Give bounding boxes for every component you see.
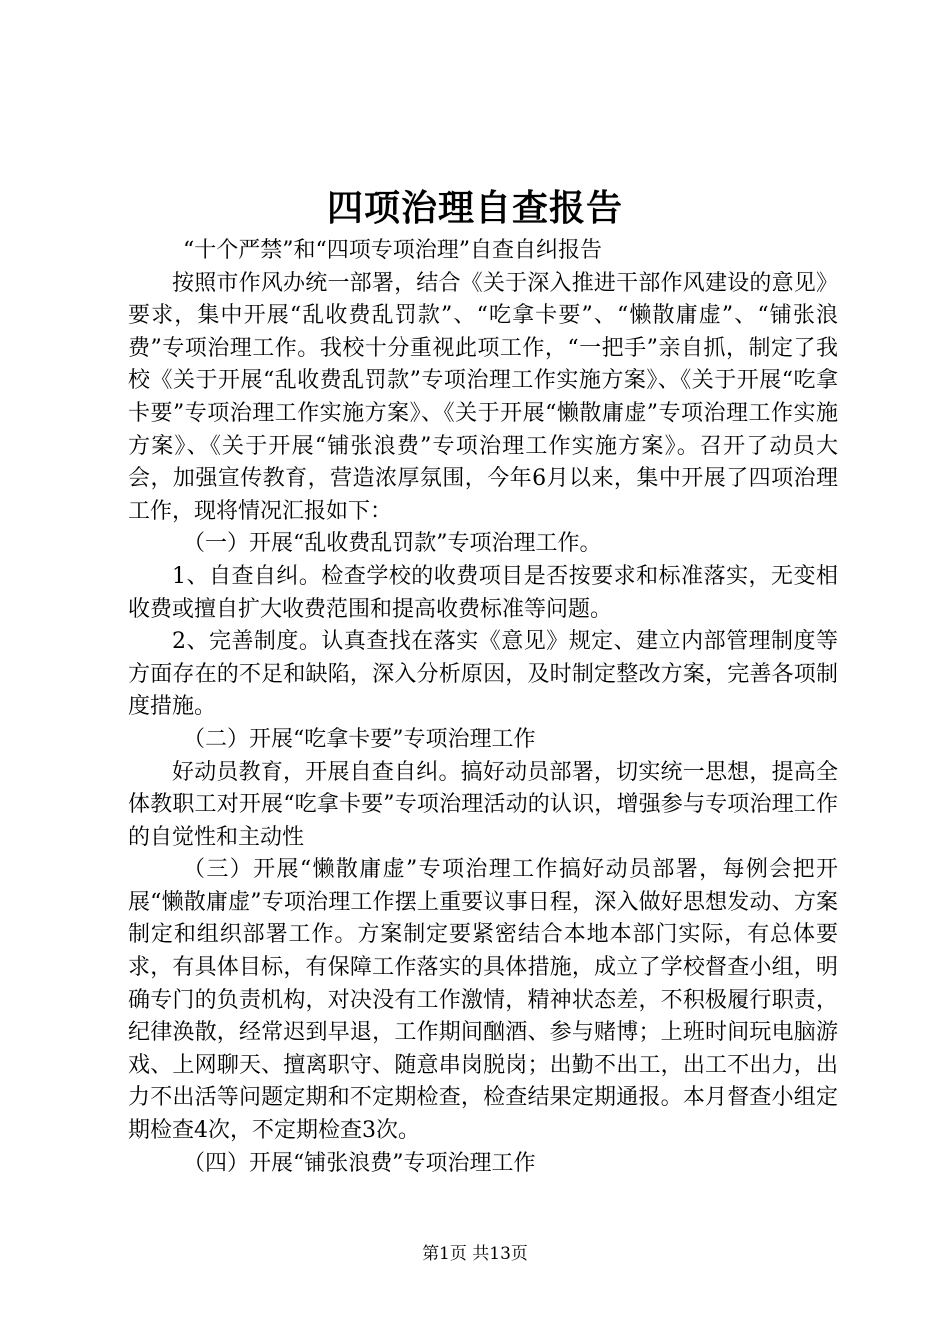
section-1-item-2: 2、完善制度。认真查找在落实《意见》规定、建立内部管理制度等方面存在的不足和缺陷，深入分析原因，及时制定整改方案，完善各项制度措施。 xyxy=(128,629,838,720)
section-2-paragraph: 好动员教育，开展自查自纠。搞好动员部署，切实统一思想，提高全体教职工对开展“吃拿卡要”专项治理活动的认识，增强参与专项治理工作的自觉性和主动性 xyxy=(128,759,838,850)
section-1-item-1: 1、自查自纠。检查学校的收费项目是否按要求和标准落实，无变相收费或擅自扩大收费范围和提高收费标准等问题。 xyxy=(128,563,838,622)
intro-paragraph: 按照市作风办统一部署，结合《关于深入推进干部作风建设的意见》要求，集中开展“乱收费乱罚款”、“吃拿卡要”、“懒散庸虚”、“铺张浪费”专项治理工作。我校十分重视此项工作，“一把手”亲自抓，制定了我校《关于开展“乱收费乱罚款”专项治理工作实施方案》、《关于开展“吃拿卡要”专项治理工作实施方案》、《关于开展“懒散庸虚”专项治理工作实施方案》、《关于开展“铺张浪费”专项治理工作实施方案》。召开了动员大会，加强宣传教育，营造浓厚氛围，今年6月以来，集中开展了四项治理工作，现将情况汇报如下： xyxy=(128,270,838,524)
document-title: 四项治理自查报告 xyxy=(326,187,623,229)
section-heading-4: （四）开展“铺张浪费”专项治理工作 xyxy=(183,1150,536,1176)
document-body xyxy=(128,235,838,1180)
page-footer: 第1页 共13页 xyxy=(422,1244,528,1264)
section-heading-1: （一）开展“乱收费乱罚款”专项治理工作。 xyxy=(183,531,602,557)
section-3-paragraph: （三）开展“懒散庸虚”专项治理工作搞好动员部署，每例会把开展“懒散庸虚”专项治理工作摆上重要议事日程，深入做好思想发动、方案制定和组织部署工作。方案制定要紧密结合本地本部门实际，有总体要求，有具体目标，有保障工作落实的具体措施，成立了学校督查小组，明确专门的负责机构，对决没有工作激情，精神状态差，不积极履行职责，纪律涣散，经常迟到早退，工作期间酗酒、参与赌博；上班时间玩电脑游戏、上网聊天、擅离职守、随意串岗脱岗；出勤不出工，出工不出力，出力不出活等问题定期和不定期检查，检查结果定期通报。本月督查小组定期检查4次，不定期检查3次。 xyxy=(128,857,838,1144)
section-heading-2: （二）开展“吃拿卡要”专项治理工作 xyxy=(183,726,536,752)
document-subtitle: “十个严禁”和“四项专项治理”自查自纠报告 xyxy=(183,238,602,263)
